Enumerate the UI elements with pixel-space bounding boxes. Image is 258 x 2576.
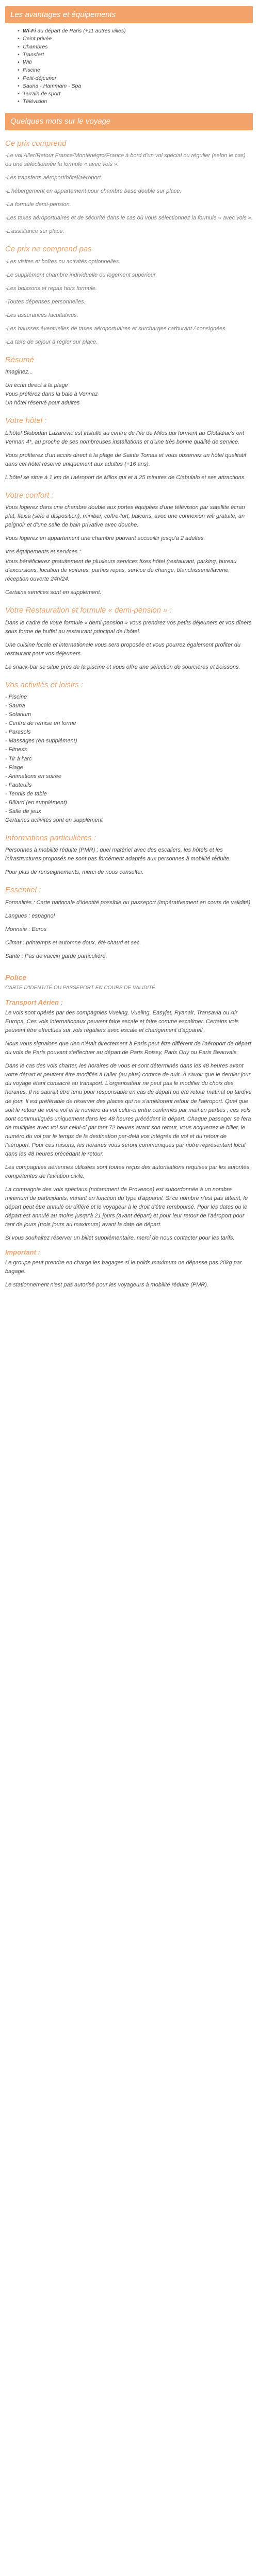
activites-list (5, 693, 253, 825)
activite-item: - Fitness (5, 747, 27, 753)
essentiel-p2: Langues : espagnol (5, 912, 55, 919)
important-title: Important : (5, 1248, 40, 1257)
police-title: Police (5, 973, 27, 981)
equipement-item-text: Terrain de sport (23, 91, 61, 97)
savoir-banner: Quelques mots sur le voyage (5, 113, 253, 130)
votre-hotel-title: Votre hôtel : (5, 416, 47, 426)
transport-p5: La compagnie des vols spéciaux (notamment de Provence) est subordonnée à un nombre minimum de participants, variant en fonction du type d'appareil. Si ce nombre n'est pas atteint, le départ peut être annulé ou différé et le voyageur à le droit d'être remboursé. Pour les dates ou le départ est annulé au moins jusqu'à 21 jours (avant départ) et pour leur retour de l'aéroport pour tant de jours (trois jours au maximum) avant la date de départ. (5, 1186, 248, 1228)
essentiel-p1: Formalités : Carte nationale d'identité possible ou passeport (impérativement en cours de validité) (5, 899, 251, 906)
ce-prix-p4: -La formule demi-pension. (5, 201, 71, 208)
activite-item: - Sauna (5, 703, 25, 709)
essentiel-title: Essentiel : (5, 886, 41, 895)
equipement-item (18, 66, 253, 74)
resume-title: Résumé (5, 355, 34, 364)
activite-item: - Animations en soirée (5, 773, 62, 779)
transport-p2: Nous vous signalons que rien n'était directement à Paris peut être différent de l'aéroport de départ du vols de Paris pouvant s'effectuer au départ de Paris Roissy, Paris Orly ou Paris Beauvais. (5, 1041, 251, 1056)
informations-p1: Personnes à mobilité réduite (PMR) : quel matériel avec des escaliers, les hôtels et les infrastructures proposés ne sont pas forcément adaptés aux personnes à mobilité réduite. (5, 847, 231, 862)
activite-item: - Plage (5, 764, 23, 771)
restauration-p1: Dans le cadre de votre formule « demi-pension » vous prendrez vos petits déjeuners et vos dîners sous forme de buffet au restaurant principal de l'hôtel. (5, 619, 252, 635)
essentiel-p4: Climat : printemps et automne doux, été chaud et sec. (5, 939, 141, 946)
ne-comprend-pas-title: Ce prix ne comprend pas (5, 245, 92, 254)
equipement-item (18, 43, 253, 51)
equipement-item-text: au départ de Paris (+11 autres villes) (36, 28, 126, 35)
activite-item: - Parasols (5, 729, 31, 736)
resume-p2: Un écrin direct à la plage (5, 382, 68, 389)
informations-p2: Pour plus de renseignements, merci de nous consulter. (5, 869, 144, 876)
equipement-item (18, 27, 253, 35)
ne-comprend-p2: -Le supplément chambre individuelle ou logement supérieur. (5, 272, 157, 278)
transport-p1: Le vols sont opérés par des compagnies Vueling, Vueling, Easyjet, Ryanair, Transavia ou Air Europa. Ces vols internationaux peuvent faire escale et faire comme escalimer. Certains vols peuvent être effectués sur vols réguliers avec escale et changement d'appareil. (5, 1010, 239, 1034)
ne-comprend-p5: -Les assurances facultatives. (5, 312, 78, 318)
ce-prix-p6: -L'assistance sur place. (5, 228, 64, 235)
informations-title: Informations particulières : (5, 833, 96, 842)
activite-item: - Centre de remise en forme (5, 720, 76, 727)
equipement-item (18, 35, 253, 43)
equipement-item-text: Wifi (23, 59, 32, 66)
equipement-item (18, 51, 253, 59)
equipement-item (18, 75, 253, 82)
equipement-item-text: Petit-déjeuner (23, 75, 57, 81)
equipement-item-text: Piscine (23, 67, 40, 74)
activite-item: - Piscine (5, 694, 27, 701)
activite-item: - Massages (en supplément) (5, 738, 77, 744)
transport-title: Transport Aérien : (5, 998, 63, 1006)
ne-comprend-p6: -Les hausses éventuelles de taxes aéroportuaires et surcharges carburant / consignées. (5, 325, 227, 332)
resume-p3: Vous préférez dans la baie à Vennaz (5, 391, 98, 398)
equipement-item-text: Ceint privée (23, 36, 52, 42)
activite-item: - Billard (en supplément) (5, 799, 67, 806)
ce-prix-p5: -Les taxes aéroportuaires et de sécurité dans le cas où vous sélectionnez la formule « avec vols ». (5, 215, 253, 222)
equipement-item (18, 59, 253, 66)
activite-item: - Tir à l'arc (5, 755, 32, 762)
resume-p1: Imaginez... (5, 369, 33, 376)
essentiel-p3: Monnaie : Euros (5, 926, 47, 933)
important-p2: Le stationnement n'est pas autorisé pour les voyageurs à mobilité réduite (PMR). (5, 1282, 209, 1289)
ce-prix-p1: -Le vol Aller/Retour France/Monténégro/France à bord d'un vol spécial ou régulier (selon le cas) ou une sélectionnée la formule « avec vols ». (5, 152, 246, 167)
activite-item: - Fauteuils (5, 782, 32, 788)
votre-hotel-p1: L'hôtel Slobodan Lazarevic est installé au centre de l'île de Milos qui forment au Glotadiac's ont Vennan 4*, au proche de ses nombreuses installations et d'une très bonne qualité de service. (5, 430, 245, 445)
confort-p5: Certains services sont en supplément. (5, 589, 102, 596)
ce-prix-p2: -Les transferts aéroport/hôtel/aéroport (5, 175, 101, 181)
equipements-banner: Les avantages et équipements (5, 6, 253, 23)
activite-item: - Salle de jeux (5, 808, 41, 815)
ne-comprend-p4: -Toutes dépenses personnelles. (5, 298, 86, 305)
restauration-title: Votre Restauration et formule « demi-pension » : (5, 606, 172, 615)
activite-item: - Tennis de table (5, 790, 47, 797)
equipement-item (18, 98, 253, 106)
ne-comprend-p3: -Les boissons et repas hors formule. (5, 285, 97, 292)
confort-p3: Vos équipements et services : (5, 549, 81, 555)
ce-prix-comprend-title: Ce prix comprend (5, 139, 67, 148)
confort-p1: Vous logerez dans une chambre double aux portes équipées d'une télévision par satellite écran plat, flexia (sélé à disposition), minibar, coffre-fort, balcons, avec une connexion wifi gratuite, un peignoir et d'une salle de bain privative avec douche. (5, 504, 245, 529)
equipement-item-bold: Wi-Fi (23, 28, 36, 35)
confort-p4: Vous bénéficierez gratuitement de plusieurs services fixes hôtel (restaurant, parking, bureau d'excursions, location de voitures, parties repas, service de change, blanchisserie/laverie, réception ouverte 24h/24. (5, 558, 237, 583)
ne-comprend-p7: -La taxe de séjour à régler sur place. (5, 338, 98, 345)
ne-comprend-p1: -Les visites et boîtes ou activités optionnelles. (5, 258, 121, 265)
votre-hotel-p2: Vous profiterez d'un accès direct à la plage de Sainte Tomas et vous observez un hôtel qualitatif dans cet hôtel réservé uniquement aux adultes (+16 ans). (5, 452, 247, 467)
votre-hotel-p3: L'hôtel se situe à 1 km de l'aéroport de Milos qui et à 25 minutes de Ciabulalo et ses attractions. (5, 474, 246, 481)
equipement-item-text: Transfert (23, 51, 44, 58)
police-subtitle: CARTE D'IDENTITÉ OU PASSEPORT EN COURS DE VALIDITÉ. (5, 985, 157, 991)
equipements-list (5, 27, 253, 106)
transport-p3: Dans le cas des vols charter, les horaires de vous et sont déterminés dans les 48 heures avant votre départ et peuvent être modifiés à l'aller (au plus) comme de nuit. À savoir que le dernier jour du voyage étant consacré au transport. L'organisateur ne peut pas le modifier du choix des horaires. Il ne saurait être tenu pour responsable en cas de départ ou été retour matinal ou tardive de jour. Il est préférable de réserver des places qui ne s'améliorent retour de l'aéroport. Quel que soit le retour de votre vol et le numéro du vol celui-ci entre confirmés par mail en parties ; ces vols sont communiqués uniquement dans les 48 heures précédant le départ. Chaque passager se fera de multiples avec vol sur celui-ci par tant 72 heures avant son retour, vous acquerrez le billet, le numéro du vol par le temps de la destination par-delà vos intégrés de vol et du retour de l'aéroport. Pour ces raisons, les horaires vous seront communiqués par notre représentant local dans les 48 heures précédant le retour. (5, 1063, 252, 1157)
resume-p4: Un hôtel réservé pour adultes (5, 400, 80, 406)
equipement-item-text: Chambres (23, 43, 48, 50)
ce-prix-p3: -L'hébergement en appartement pour chambre base double sur place. (5, 188, 182, 195)
transport-p4: Les compagnies aériennes utilisées sont toutes reçus des autorisations requises par les autorités compétentes de l'aviation civile. (5, 1164, 250, 1179)
equipement-item-text: Sauna - Hammam - Spa (23, 82, 82, 89)
equipement-item (18, 90, 253, 98)
activites-title: Vos activités et loisirs : (5, 680, 84, 689)
equipement-item-text: Télévision (23, 98, 47, 105)
important-p1: Le groupe peut prendre en charge les bagages si le poids maximum ne dépasse pas 20kg par bagage. (5, 1260, 242, 1275)
activite-item: Certaines activités sont en supplément (5, 817, 103, 823)
equipement-item (18, 82, 253, 90)
activite-item: - Solarium (5, 711, 31, 718)
transport-p6: Si vous souhaitez réserver un billet supplémentaire, merci de nous contacter pour les tarifs. (5, 1235, 235, 1242)
confort-p2: Vous logerez en appartement une chambre pouvant accueillir jusqu'à 2 adultes. (5, 535, 205, 542)
confort-title: Votre confort : (5, 490, 54, 500)
essentiel-p5: Santé : Pas de vaccin garde particulière. (5, 953, 107, 959)
restauration-p3: Le snack-bar se situe près de la piscine et vous offre une sélection de sourcières et boissons. (5, 664, 240, 670)
restauration-p2: Une cuisine locale et internationale vous sera proposée et vous pourrez également profiter du restaurant pour vos déjeuners. (5, 641, 241, 657)
